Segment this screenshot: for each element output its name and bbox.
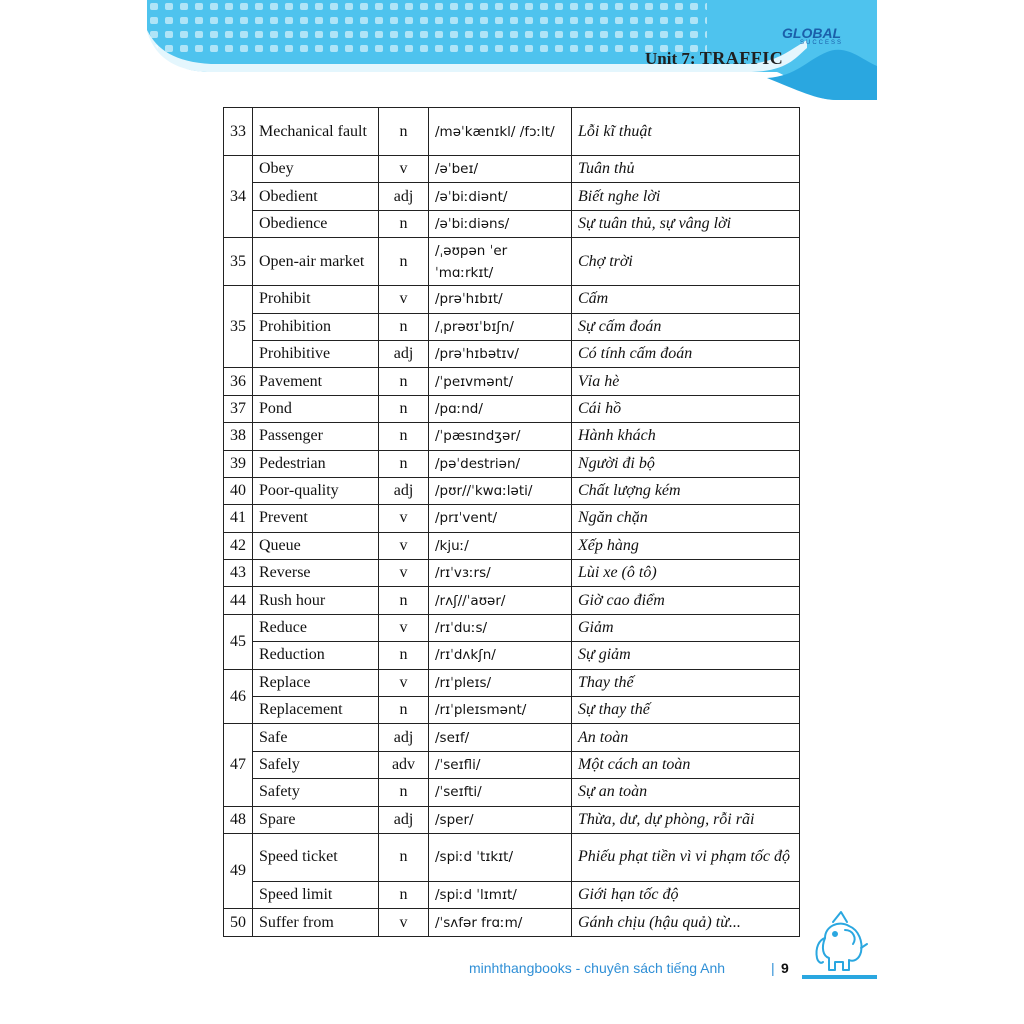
meaning-cell: Vỉa hè	[572, 368, 800, 395]
table-row	[224, 532, 800, 559]
entry-number: 42	[224, 532, 253, 559]
part-of-speech-cell: n	[379, 779, 429, 806]
entry-number: 33	[224, 108, 253, 156]
entry-number: 46	[224, 669, 253, 724]
pronunciation-cell: /əˈbeɪ/	[429, 156, 572, 183]
part-of-speech-cell: n	[379, 395, 429, 422]
table-row	[224, 779, 800, 806]
pronunciation-cell: /spiːd ˈlɪmɪt/	[429, 881, 572, 908]
word-cell: Pedestrian	[253, 450, 379, 477]
word-cell: Safe	[253, 724, 379, 751]
part-of-speech-cell: n	[379, 450, 429, 477]
table-row	[224, 238, 800, 286]
part-of-speech-cell: n	[379, 313, 429, 340]
table-row	[224, 724, 800, 751]
part-of-speech-cell: n	[379, 238, 429, 286]
pronunciation-cell: /ˈpæsɪndʒər/	[429, 423, 572, 450]
table-row	[224, 806, 800, 833]
part-of-speech-cell: adj	[379, 340, 429, 367]
entry-number: 44	[224, 587, 253, 614]
page-number: 9	[781, 960, 789, 976]
vocabulary-table	[223, 107, 800, 937]
part-of-speech-cell: n	[379, 833, 429, 881]
word-cell: Replacement	[253, 697, 379, 724]
meaning-cell: Sự tuân thủ, sự vâng lời	[572, 210, 800, 237]
entry-number: 38	[224, 423, 253, 450]
meaning-cell: Xếp hàng	[572, 532, 800, 559]
part-of-speech-cell: adv	[379, 751, 429, 778]
pronunciation-cell: /məˈkænɪkl/ /fɔːlt/	[429, 108, 572, 156]
word-cell: Speed limit	[253, 881, 379, 908]
word-cell: Pond	[253, 395, 379, 422]
part-of-speech-cell: adj	[379, 477, 429, 504]
meaning-cell: Thay thế	[572, 669, 800, 696]
table-row	[224, 477, 800, 504]
meaning-cell: Thừa, dư, dự phòng, rỗi rãi	[572, 806, 800, 833]
pronunciation-cell: /kjuː/	[429, 532, 572, 559]
meaning-cell: Một cách an toàn	[572, 751, 800, 778]
pronunciation-cell: /prəˈhɪbɪt/	[429, 286, 572, 313]
pronunciation-cell: /pʊr//ˈkwɑːləti/	[429, 477, 572, 504]
pronunciation-cell: /ˌprəʊɪˈbɪʃn/	[429, 313, 572, 340]
meaning-cell: Sự giảm	[572, 642, 800, 669]
table-row	[224, 210, 800, 237]
word-cell: Safely	[253, 751, 379, 778]
entry-number: 48	[224, 806, 253, 833]
meaning-cell: Cấm	[572, 286, 800, 313]
word-cell: Reverse	[253, 560, 379, 587]
meaning-cell: Gánh chịu (hậu quả) từ...	[572, 909, 800, 936]
word-cell: Prohibition	[253, 313, 379, 340]
pronunciation-cell: /ˈseɪfli/	[429, 751, 572, 778]
entry-number: 36	[224, 368, 253, 395]
pronunciation-cell: /prəˈhɪbətɪv/	[429, 340, 572, 367]
entry-number: 47	[224, 724, 253, 806]
entry-number: 37	[224, 395, 253, 422]
pronunciation-cell: /əˈbiːdiənt/	[429, 183, 572, 210]
meaning-cell: Tuân thủ	[572, 156, 800, 183]
word-cell: Reduction	[253, 642, 379, 669]
word-cell: Replace	[253, 669, 379, 696]
table-row	[224, 751, 800, 778]
meaning-cell: Hành khách	[572, 423, 800, 450]
pronunciation-cell: /rʌʃ//ˈaʊər/	[429, 587, 572, 614]
meaning-cell: An toàn	[572, 724, 800, 751]
table-row	[224, 395, 800, 422]
pronunciation-cell: /sper/	[429, 806, 572, 833]
part-of-speech-cell: adj	[379, 806, 429, 833]
table-row	[224, 368, 800, 395]
part-of-speech-cell: v	[379, 669, 429, 696]
table-row	[224, 286, 800, 313]
pronunciation-cell: /rɪˈduːs/	[429, 614, 572, 641]
part-of-speech-cell: n	[379, 587, 429, 614]
entry-number: 45	[224, 614, 253, 669]
unit-name: TRAFFIC	[699, 48, 784, 68]
table-row	[224, 340, 800, 367]
unit-label: Unit 7:	[645, 49, 696, 68]
table-row	[224, 833, 800, 881]
word-cell: Mechanical fault	[253, 108, 379, 156]
entry-number: 43	[224, 560, 253, 587]
logo-subtext: SUCCESS	[800, 40, 844, 46]
word-cell: Prevent	[253, 505, 379, 532]
pronunciation-cell: /ˈseɪfti/	[429, 779, 572, 806]
meaning-cell: Sự an toàn	[572, 779, 800, 806]
table-row	[224, 669, 800, 696]
entry-number: 41	[224, 505, 253, 532]
meaning-cell: Sự thay thế	[572, 697, 800, 724]
table-row	[224, 183, 800, 210]
meaning-cell: Ngăn chặn	[572, 505, 800, 532]
table-row	[224, 156, 800, 183]
entry-number: 49	[224, 833, 253, 908]
meaning-cell: Lùi xe (ô tô)	[572, 560, 800, 587]
word-cell: Obedience	[253, 210, 379, 237]
word-cell: Suffer from	[253, 909, 379, 936]
meaning-cell: Biết nghe lời	[572, 183, 800, 210]
word-cell: Rush hour	[253, 587, 379, 614]
pronunciation-cell: /seɪf/	[429, 724, 572, 751]
pronunciation-cell: /ˈpeɪvmənt/	[429, 368, 572, 395]
table-row	[224, 881, 800, 908]
word-cell: Poor-quality	[253, 477, 379, 504]
meaning-cell: Lỗi kĩ thuật	[572, 108, 800, 156]
word-cell: Safety	[253, 779, 379, 806]
meaning-cell: Chợ trời	[572, 238, 800, 286]
part-of-speech-cell: v	[379, 156, 429, 183]
meaning-cell: Giờ cao điểm	[572, 587, 800, 614]
word-cell: Queue	[253, 532, 379, 559]
footer-separator: |	[771, 960, 775, 976]
part-of-speech-cell: n	[379, 368, 429, 395]
word-cell: Open-air market	[253, 238, 379, 286]
table-row	[224, 697, 800, 724]
table-row	[224, 614, 800, 641]
part-of-speech-cell: adj	[379, 724, 429, 751]
part-of-speech-cell: v	[379, 909, 429, 936]
meaning-cell: Chất lượng kém	[572, 477, 800, 504]
part-of-speech-cell: n	[379, 881, 429, 908]
table-row	[224, 423, 800, 450]
word-cell: Obedient	[253, 183, 379, 210]
part-of-speech-cell: v	[379, 560, 429, 587]
part-of-speech-cell: n	[379, 423, 429, 450]
table-row	[224, 313, 800, 340]
pronunciation-cell: /əˈbiːdiəns/	[429, 210, 572, 237]
part-of-speech-cell: n	[379, 697, 429, 724]
entry-number: 40	[224, 477, 253, 504]
pronunciation-cell: /spiːd ˈtɪkɪt/	[429, 833, 572, 881]
footer-rule	[802, 975, 877, 979]
meaning-cell: Giới hạn tốc độ	[572, 881, 800, 908]
part-of-speech-cell: adj	[379, 183, 429, 210]
table-row	[224, 587, 800, 614]
pronunciation-cell: /pəˈdestriən/	[429, 450, 572, 477]
book-page	[147, 0, 877, 1024]
word-cell: Pavement	[253, 368, 379, 395]
part-of-speech-cell: n	[379, 210, 429, 237]
pronunciation-cell: /rɪˈpleɪsmənt/	[429, 697, 572, 724]
publisher-footer: minhthangbooks - chuyên sách tiếng Anh	[469, 960, 726, 976]
unit-title	[645, 48, 783, 69]
pronunciation-cell: /pɑːnd/	[429, 395, 572, 422]
table-row	[224, 642, 800, 669]
elephant-mascot-icon	[811, 908, 871, 974]
entry-number: 39	[224, 450, 253, 477]
meaning-cell: Sự cấm đoán	[572, 313, 800, 340]
entry-number: 35	[224, 286, 253, 368]
word-cell: Reduce	[253, 614, 379, 641]
table-row	[224, 450, 800, 477]
pronunciation-cell: /ˌəʊpən ˈer ˈmɑːrkɪt/	[429, 238, 572, 286]
pronunciation-cell: /rɪˈvɜːrs/	[429, 560, 572, 587]
table-row	[224, 108, 800, 156]
meaning-cell: Người đi bộ	[572, 450, 800, 477]
table-row	[224, 560, 800, 587]
part-of-speech-cell: v	[379, 532, 429, 559]
meaning-cell: Có tính cấm đoán	[572, 340, 800, 367]
global-success-logo	[782, 26, 848, 54]
part-of-speech-cell: n	[379, 642, 429, 669]
word-cell: Passenger	[253, 423, 379, 450]
meaning-cell: Cái hồ	[572, 395, 800, 422]
meaning-cell: Giảm	[572, 614, 800, 641]
logo-text: GLOBAL	[782, 25, 842, 41]
entry-number: 35	[224, 238, 253, 286]
pronunciation-cell: /ˈsʌfər frɑːm/	[429, 909, 572, 936]
pronunciation-cell: /rɪˈdʌkʃn/	[429, 642, 572, 669]
part-of-speech-cell: v	[379, 286, 429, 313]
part-of-speech-cell: v	[379, 614, 429, 641]
pronunciation-cell: /rɪˈpleɪs/	[429, 669, 572, 696]
meaning-cell: Phiếu phạt tiền vì vi phạm tốc độ	[572, 833, 800, 881]
word-cell: Prohibit	[253, 286, 379, 313]
part-of-speech-cell: v	[379, 505, 429, 532]
word-cell: Obey	[253, 156, 379, 183]
word-cell: Speed ticket	[253, 833, 379, 881]
table-row	[224, 909, 800, 936]
part-of-speech-cell: n	[379, 108, 429, 156]
entry-number: 50	[224, 909, 253, 936]
table-row	[224, 505, 800, 532]
word-cell: Spare	[253, 806, 379, 833]
word-cell: Prohibitive	[253, 340, 379, 367]
pronunciation-cell: /prɪˈvent/	[429, 505, 572, 532]
entry-number: 34	[224, 156, 253, 238]
